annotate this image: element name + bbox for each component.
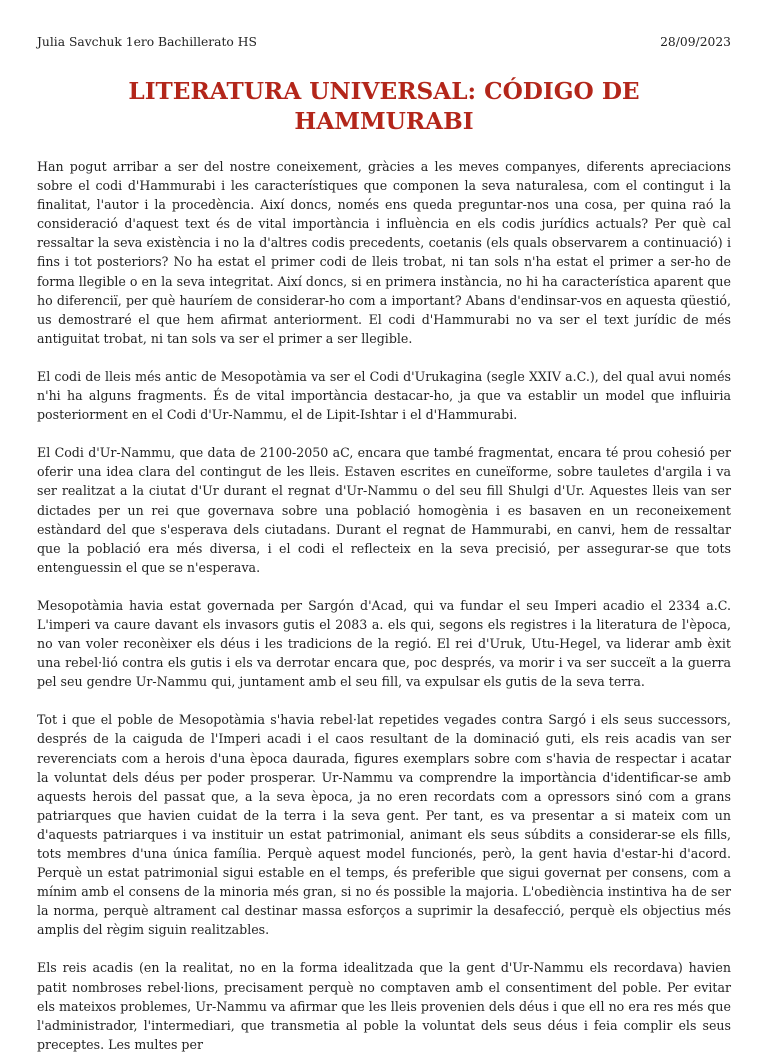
document-date: 28/09/2023: [660, 35, 731, 49]
paragraph-4: Mesopotàmia havia estat governada per Sargón d'Acad, qui va fundar el seu Imperi acadio el 2334 a.C. L'imperi va caure davant els invasors gutis el 2083 a. els qui, segons els registres i la literatura de l'època, no van voler reconèixer els déus i les tradicions de la regió. El rei d'Uruk, Utu-Hegel, va liderar amb èxit una rebel·lió contra els gutis i els va derrotar encara que, poc després, va morir i va ser succeït a la guerra pel seu gendre Ur-Nammu qui, juntament amb el seu fill, va expulsar els gutis de la seva terra.: [37, 597, 731, 690]
paragraph-3: El Codi d'Ur-Nammu, que data de 2100-2050 aC, encara que també fragmentat, encara té prou cohesió per oferir una idea clara del contingut de les lleis. Estaven escrites en cuneïforme, sobre tauletes d'argila i va ser realitzat a la ciutat d'Ur durant el regnat d'Ur-Nammu o del seu fill Shulgi d'Ur. Aquestes lleis van ser dictades per un rei que governava sobre una població homogènia i es basaven en un reconeixement estàndard del que s'esperava dels ciutadans. Durant el regnat de Hammurabi, en canvi, hem de ressaltar que la població era més diversa, i el codi el reflecteix en la seva precisió, per assegurar-se que tots entenguessin el que se n'esperava.: [37, 445, 731, 575]
author-line: Julia Savchuk 1ero Bachillerato HS: [37, 35, 257, 49]
document-header: [37, 33, 731, 51]
paragraph-5: Tot i que el poble de Mesopotàmia s'havia rebel·lat repetides vegades contra Sargó i els seus successors, després de la caiguda de l'Imperi acadi i el caos resultant de la dominació guti, els reis acadis van ser reverenciats com a herois d'una època daurada, figures exemplars sobre com s'havia de respectar i acatar la voluntat dels déus per poder prosperar. Ur-Nammu va comprendre la importància d'identificar-se amb aquests herois del passat que, a la seva època, ja no eren recordats com a opressors sinó com a grans patriarques que havien cuidat de la terra i la seva gent. Per tant, es va presentar a si mateix com un d'aquests patriarques i va instituir un estat patrimonial, animant els seus súbdits a considerar-se els fills, tots membres d'una única família. Perquè aquest model funcionés, però, la gent havia d'estar-hi d'acord. Perquè un estat patrimonial sigui estable en el temps, és preferible que sigui governat per consens, com a mínim amb el consens de la minoria més gran, si no és possible la majoria. L'obediència instintiva ha de ser la norma, perquè altrament cal destinar massa esforços a suprimir la desafecció, perquè els objectius més amplis del règim siguin realitzables.: [37, 712, 731, 938]
paragraph-1: Han pogut arribar a ser del nostre coneixement, gràcies a les meves companyes, diferents apreciacions sobre el codi d'Hammurabi i les característiques que componen la seva naturalesa, com el contingut i la finalitat, l'autor i la procedència. Així doncs, només ens queda preguntar-nos una cosa, per quina raó la consideració d'aquest text és de vital importància i influència en els codis jurídics actuals? Per què cal ressaltar la seva existència i no la d'altres codis precedents, coetanis (els quals observarem a continuació) i fins i tot posteriors? No ha estat el primer codi de lleis trobat, ni tan sols n'ha estat el primer a ser-ho de forma llegible o en la seva integritat. Així doncs, si en primera instància, no hi ha característica aparent que ho diferenciï, per què hauríem de considerar-ho com a important? Abans d'endinsar-vos en aquesta qüestió, us demostraré el que hem afirmat anteriorment. El codi d'Hammurabi no va ser el text jurídic de més antiguitat trobat, ni tan sols va ser el primer a ser llegible.: [37, 159, 731, 346]
document-title: LITERATURA UNIVERSAL: CÓDIGO DE HAMMURABI: [128, 78, 640, 135]
paragraph-6: Els reis acadis (en la realitat, no en la forma idealitzada que la gent d'Ur-Nammu els recordava) havien patit nombroses rebel·lions, precisament perquè no comptaven amb el consentiment del poble. Per evitar els mateixos problemes, Ur-Nammu va afirmar que les lleis provenien dels déus i que ell no era res més que l'administrador, l'intermediari, que transmetia al poble la voluntat dels seus déus i feia complir els seus preceptes. Les multes per: [37, 960, 731, 1052]
paragraph-2: El codi de lleis més antic de Mesopotàmia va ser el Codi d'Urukagina (segle XXIV a.C.), del qual avui només n'hi ha alguns fragments. És de vital importància destacar-ho, ja que va establir un model que influiria posteriorment en el Codi d'Ur-Nammu, el de Lipit-Ishtar i el d'Hammurabi.: [37, 368, 731, 423]
document-body: [37, 157, 731, 1054]
